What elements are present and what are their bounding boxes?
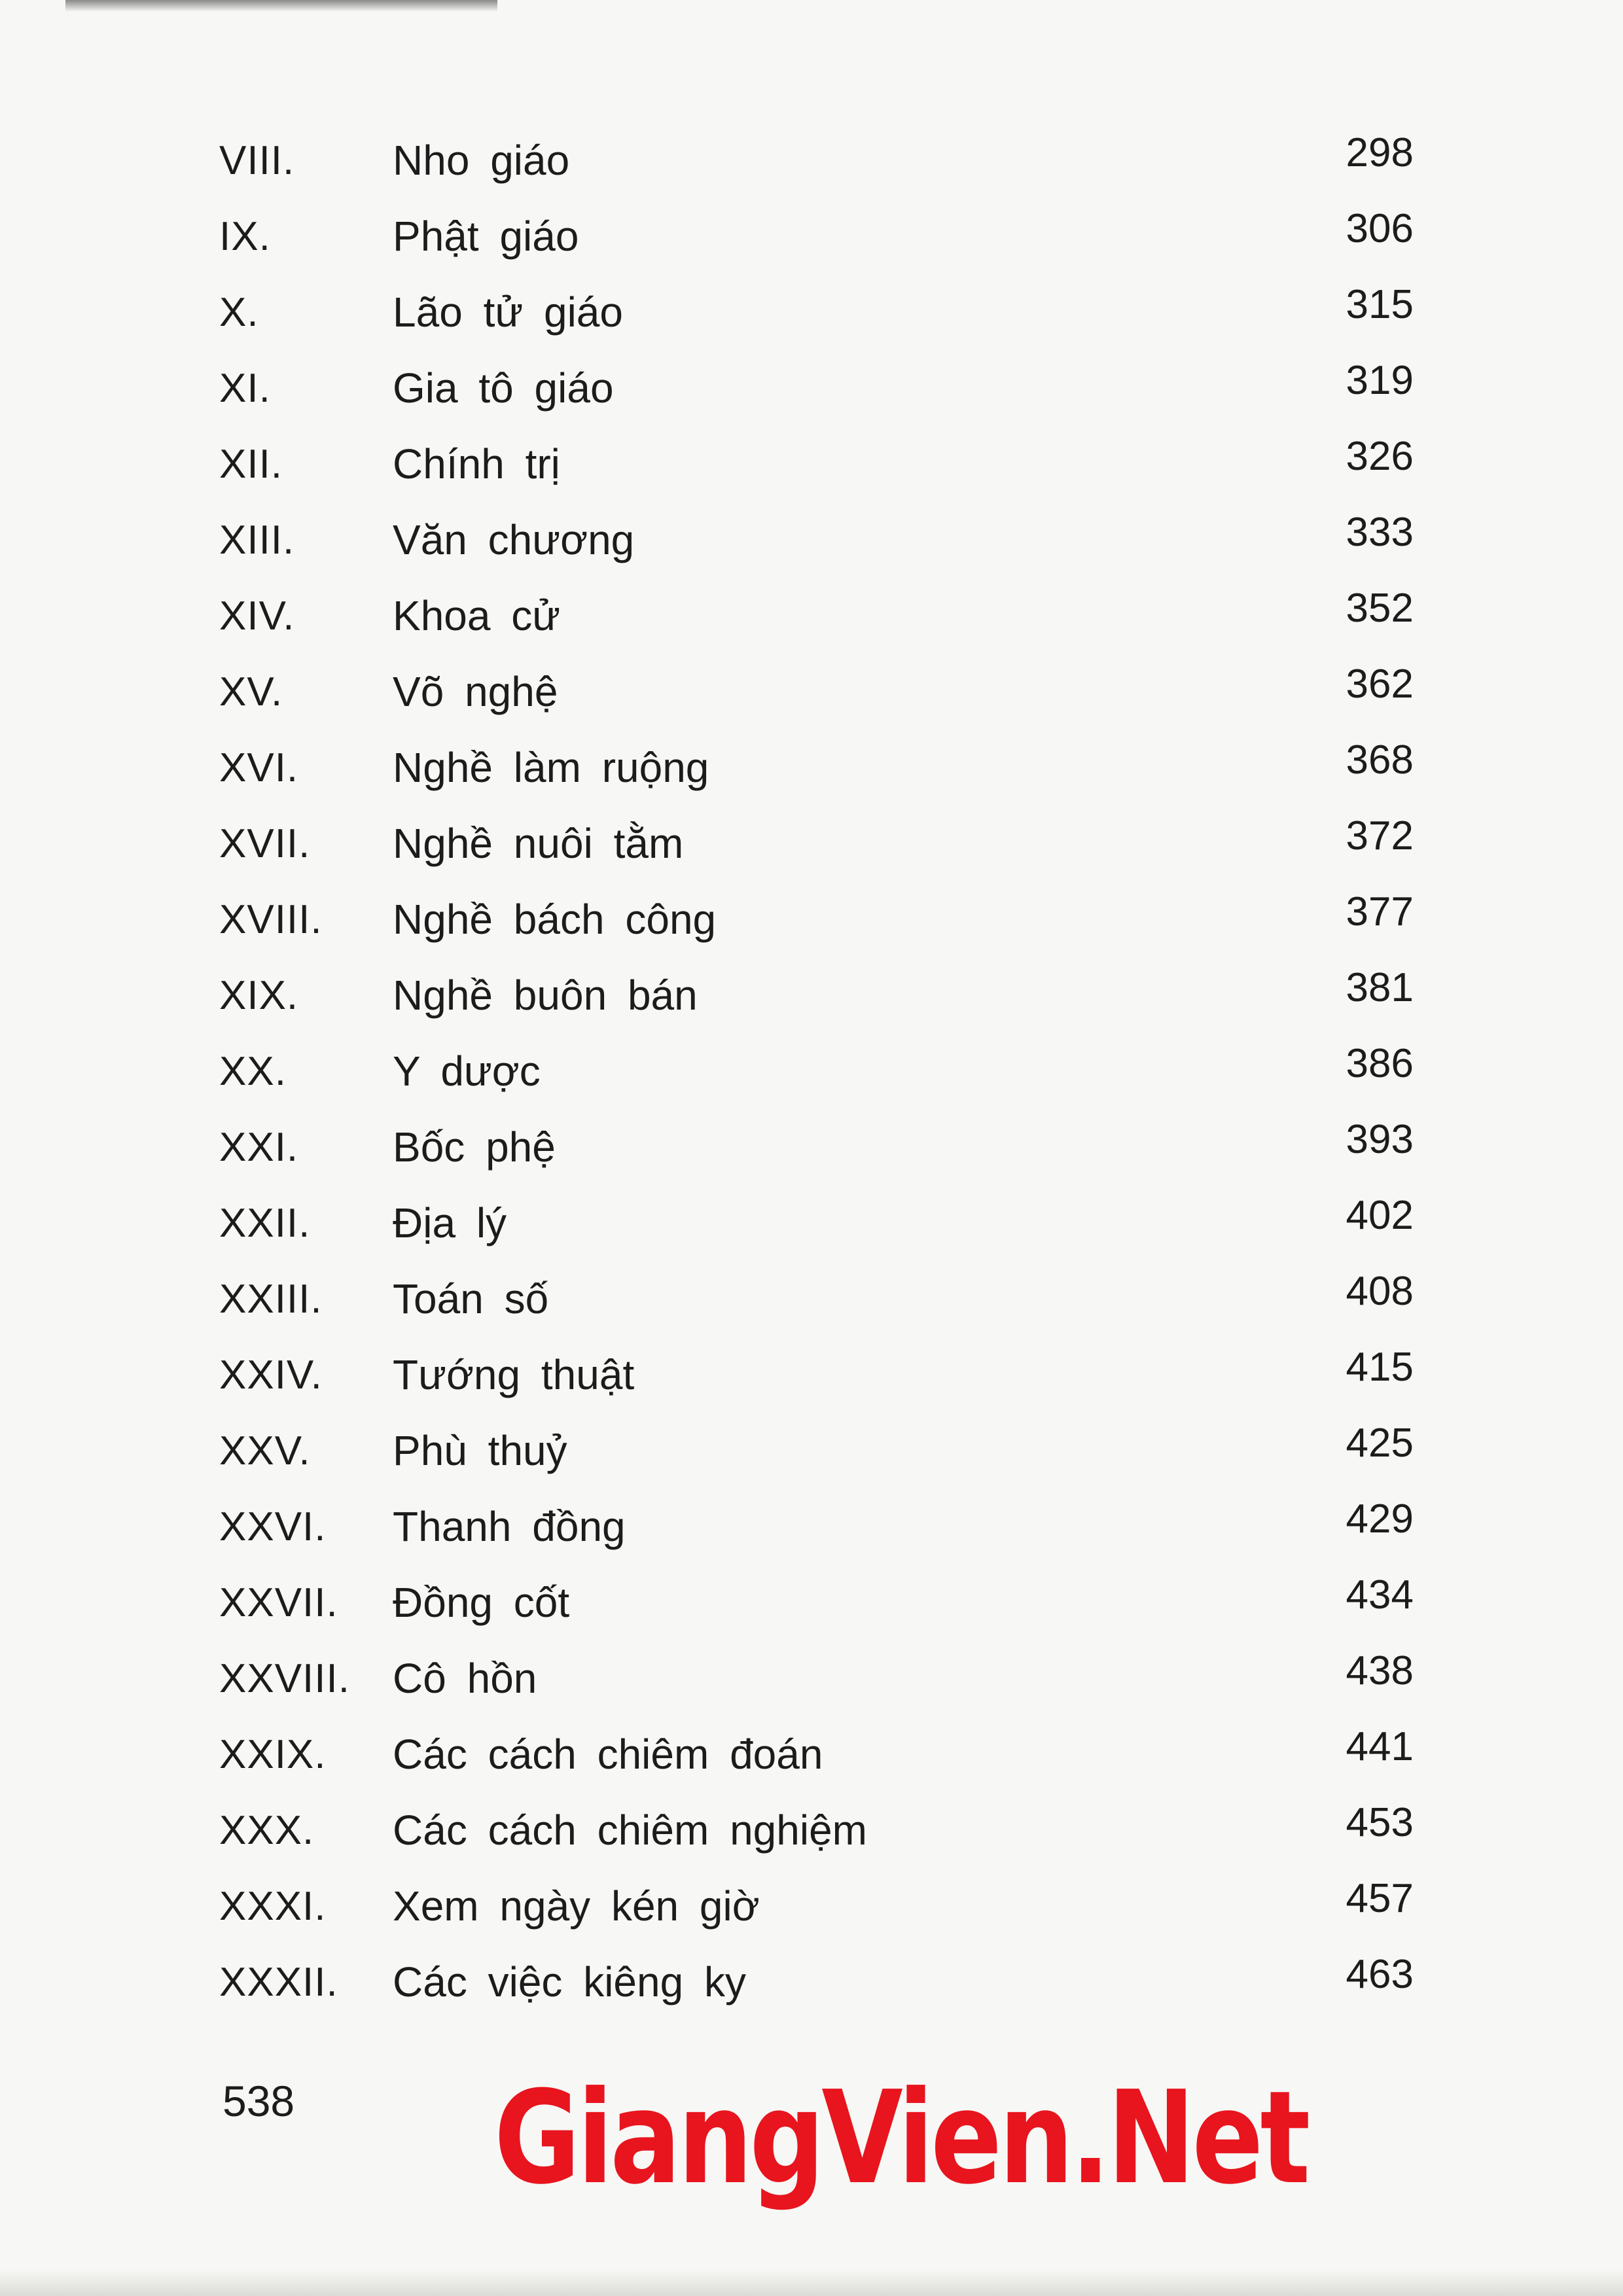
table-of-contents [0,121,1623,2019]
chapter-number: IX. [219,214,271,259]
chapter-title: Lão tử giáo [393,289,623,336]
chapter-title: Khoa cử [393,592,561,639]
chapter-page: 429 [1346,1496,1414,1542]
chapter-number: XXX. [219,1808,315,1853]
chapter-number: XXVI. [219,1504,327,1549]
chapter-title: Phù thuỷ [393,1427,567,1474]
toc-row [0,1411,1623,1487]
chapter-number: XXIX. [219,1732,327,1777]
chapter-number: XVI. [219,745,299,790]
chapter-number: XXV. [219,1428,311,1474]
chapter-number: XXIV. [219,1352,323,1398]
chapter-page: 381 [1346,965,1414,1010]
toc-row [0,804,1623,880]
toc-row [0,197,1623,273]
chapter-title: Đồng cốt [393,1579,570,1626]
chapter-number: XXVII. [219,1580,338,1625]
toc-row [0,956,1623,1032]
toc-row [0,501,1623,576]
chapter-page: 393 [1346,1117,1414,1162]
chapter-page: 333 [1346,510,1414,555]
toc-row [0,1639,1623,1715]
chapter-page: 402 [1346,1193,1414,1238]
chapter-page: 372 [1346,813,1414,858]
chapter-page: 326 [1346,434,1414,479]
chapter-number: XX. [219,1049,287,1094]
chapter-number: XVIII. [219,897,323,942]
chapter-title: Gia tô giáo [393,364,614,412]
toc-row [0,576,1623,652]
toc-row [0,1791,1623,1867]
toc-row [0,349,1623,425]
chapter-page: 408 [1346,1269,1414,1314]
chapter-number: XXXII. [219,1960,338,2005]
chapter-page: 368 [1346,737,1414,783]
chapter-page: 434 [1346,1572,1414,1617]
toc-row [0,1184,1623,1260]
chapter-number: XXVIII. [219,1656,350,1701]
watermark-logo: GiangVien.Net [494,2064,1308,2213]
chapter-number: XIV. [219,593,295,639]
chapter-title: Võ nghệ [393,668,558,715]
chapter-number: XII. [219,442,283,487]
chapter-page: 315 [1346,282,1414,327]
toc-row [0,273,1623,349]
chapter-title: Nho giáo [393,137,570,184]
chapter-title: Tướng thuật [393,1351,635,1398]
chapter-title: Các việc kiêng ky [393,1958,746,2005]
toc-row [0,121,1623,197]
toc-row [0,425,1623,501]
scan-edge-bottom [0,2270,1623,2296]
toc-row [0,1260,1623,1335]
toc-row [0,1867,1623,1943]
chapter-page: 425 [1346,1421,1414,1466]
toc-row [0,1563,1623,1639]
chapter-number: XXIII. [219,1277,323,1322]
chapter-page: 415 [1346,1345,1414,1390]
chapter-page: 386 [1346,1041,1414,1086]
chapter-number: XXI. [219,1125,299,1170]
page-number: 538 [223,2077,295,2125]
chapter-title: Thanh đồng [393,1503,626,1550]
chapter-page: 463 [1346,1952,1414,1997]
chapter-page: 306 [1346,206,1414,251]
chapter-title: Địa lý [393,1199,507,1246]
chapter-number: XXII. [219,1201,311,1246]
chapter-number: XV. [219,669,283,715]
chapter-title: Chính trị [393,440,560,487]
chapter-page: 441 [1346,1724,1414,1769]
chapter-page: 319 [1346,358,1414,403]
chapter-number: XXXI. [219,1884,327,1929]
toc-row [0,1108,1623,1184]
chapter-number: XVII. [219,821,311,866]
chapter-title: Các cách chiêm nghiệm [393,1807,867,1854]
chapter-title: Nghề buôn bán [393,972,698,1019]
chapter-page: 453 [1346,1800,1414,1845]
toc-row [0,728,1623,804]
toc-row [0,652,1623,728]
scan-edge-top [65,0,497,12]
chapter-page: 438 [1346,1648,1414,1693]
chapter-page: 352 [1346,586,1414,631]
toc-row [0,1335,1623,1411]
toc-row [0,1715,1623,1791]
chapter-page: 377 [1346,889,1414,934]
chapter-title: Nghề bách công [393,896,717,943]
chapter-number: XI. [219,366,271,411]
chapter-title: Xem ngày kén giờ [393,1882,760,1930]
chapter-page: 362 [1346,662,1414,707]
toc-row [0,1487,1623,1563]
chapter-title: Phật giáo [393,213,579,260]
toc-row [0,1943,1623,2019]
chapter-title: Văn chương [393,516,635,563]
chapter-number: XIII. [219,518,295,563]
toc-row [0,880,1623,956]
chapter-page: 298 [1346,130,1414,175]
chapter-title: Cô hồn [393,1655,537,1702]
chapter-title: Toán số [393,1275,549,1322]
chapter-title: Nghề làm ruộng [393,744,709,791]
chapter-number: X. [219,290,259,335]
chapter-number: VIII. [219,138,295,183]
chapter-title: Y dược [393,1048,541,1095]
chapter-title: Các cách chiêm đoán [393,1731,823,1778]
toc-row [0,1032,1623,1108]
chapter-number: XIX. [219,973,299,1018]
chapter-page: 457 [1346,1876,1414,1921]
chapter-title: Bốc phệ [393,1123,556,1171]
chapter-title: Nghề nuôi tằm [393,820,684,867]
